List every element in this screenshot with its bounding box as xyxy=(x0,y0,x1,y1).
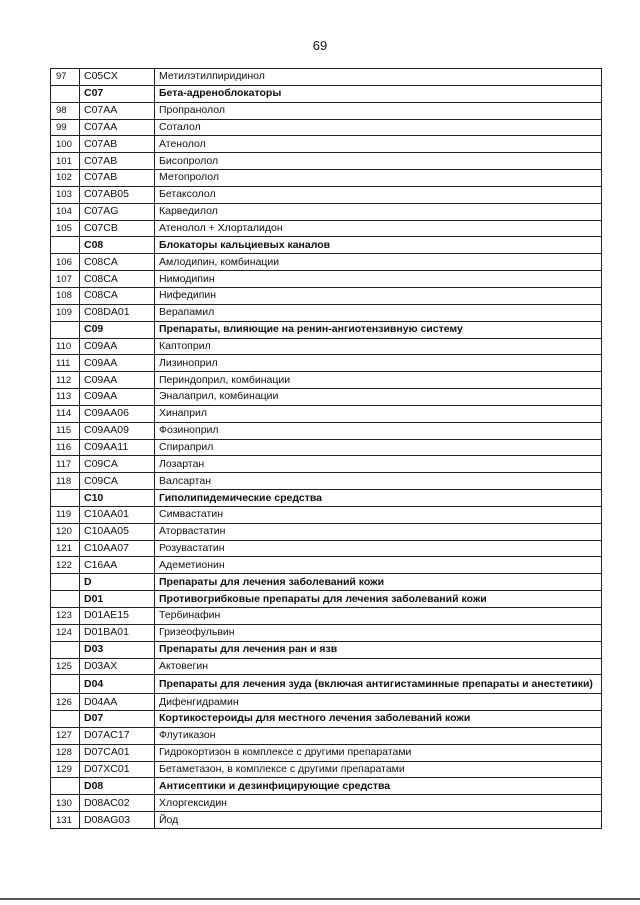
atc-code-cell: D03AX xyxy=(80,658,155,675)
table-row xyxy=(51,389,602,406)
drug-name-cell: Аторвастатин xyxy=(155,523,602,540)
drug-name-cell: Бетаксолол xyxy=(155,186,602,203)
row-number-cell: 122 xyxy=(51,557,80,574)
row-number-cell xyxy=(51,591,80,608)
row-number-cell: 114 xyxy=(51,405,80,422)
drug-name-cell: Метилэтилпиридинол xyxy=(155,69,602,86)
atc-code-cell: D xyxy=(80,574,155,591)
row-number-cell: 110 xyxy=(51,338,80,355)
table-row xyxy=(51,694,602,711)
group-header-row xyxy=(51,591,602,608)
row-number-cell xyxy=(51,574,80,591)
atc-code-cell: C07AB05 xyxy=(80,186,155,203)
table-row xyxy=(51,186,602,203)
atc-code-cell: C07 xyxy=(80,85,155,102)
atc-code-cell: C09AA xyxy=(80,389,155,406)
row-number-cell: 99 xyxy=(51,119,80,136)
table-row xyxy=(51,136,602,153)
table-row xyxy=(51,557,602,574)
group-header-row xyxy=(51,778,602,795)
row-number-cell xyxy=(51,321,80,338)
row-number-cell: 117 xyxy=(51,456,80,473)
table-row xyxy=(51,523,602,540)
atc-code-cell: C09 xyxy=(80,321,155,338)
row-number-cell: 105 xyxy=(51,220,80,237)
drug-name-cell: Флутиказон xyxy=(155,727,602,744)
atc-code-cell: D07AC17 xyxy=(80,727,155,744)
atc-code-cell: C09AA11 xyxy=(80,439,155,456)
atc-code-cell: C09CA xyxy=(80,456,155,473)
row-number-cell: 111 xyxy=(51,355,80,372)
atc-code-cell: C08CA xyxy=(80,254,155,271)
row-number-cell: 125 xyxy=(51,658,80,675)
drug-name-cell: Гризеофульвин xyxy=(155,624,602,641)
drug-name-cell: Эналаприл, комбинации xyxy=(155,389,602,406)
table-row xyxy=(51,456,602,473)
row-number-cell: 123 xyxy=(51,608,80,625)
drug-name-cell: Фозиноприл xyxy=(155,422,602,439)
atc-code-cell: D07CA01 xyxy=(80,744,155,761)
drug-table-body xyxy=(51,69,602,829)
row-number-cell: 108 xyxy=(51,287,80,304)
table-row xyxy=(51,203,602,220)
drug-name-cell: Гиполипидемические средства xyxy=(155,490,602,507)
bottom-border-line xyxy=(0,898,640,900)
table-row xyxy=(51,102,602,119)
drug-name-cell: Симвастатин xyxy=(155,506,602,523)
table-row xyxy=(51,608,602,625)
group-header-row xyxy=(51,237,602,254)
drug-name-cell: Бисопролол xyxy=(155,153,602,170)
drug-name-cell: Каптоприл xyxy=(155,338,602,355)
drug-name-cell: Препараты для лечения зуда (включая антигистаминные препараты и анестетики) xyxy=(155,675,602,694)
atc-code-cell: C10AA07 xyxy=(80,540,155,557)
drug-name-cell: Тербинафин xyxy=(155,608,602,625)
atc-code-cell: C07AA xyxy=(80,102,155,119)
drug-name-cell: Амлодипин, комбинации xyxy=(155,254,602,271)
atc-code-cell: C09AA xyxy=(80,372,155,389)
atc-code-cell: C05CX xyxy=(80,69,155,86)
row-number-cell: 100 xyxy=(51,136,80,153)
atc-code-cell: D07XC01 xyxy=(80,761,155,778)
table-row xyxy=(51,405,602,422)
drug-name-cell: Пропранолол xyxy=(155,102,602,119)
atc-code-cell: C09CA xyxy=(80,473,155,490)
drug-name-cell: Кортикостероиды для местного лечения заболеваний кожи xyxy=(155,711,602,728)
table-row xyxy=(51,658,602,675)
row-number-cell: 106 xyxy=(51,254,80,271)
drug-name-cell: Верапамил xyxy=(155,304,602,321)
drug-name-cell: Бета-адреноблокаторы xyxy=(155,85,602,102)
table-row xyxy=(51,372,602,389)
table-row xyxy=(51,304,602,321)
row-number-cell: 116 xyxy=(51,439,80,456)
row-number-cell: 127 xyxy=(51,727,80,744)
atc-code-cell: C07AB xyxy=(80,136,155,153)
atc-code-cell: C08DA01 xyxy=(80,304,155,321)
table-row xyxy=(51,624,602,641)
atc-code-cell: C07AB xyxy=(80,153,155,170)
drug-name-cell: Розувастатин xyxy=(155,540,602,557)
drug-name-cell: Спираприл xyxy=(155,439,602,456)
table-row xyxy=(51,761,602,778)
group-header-row xyxy=(51,711,602,728)
atc-code-cell: C09AA06 xyxy=(80,405,155,422)
row-number-cell: 104 xyxy=(51,203,80,220)
drug-name-cell: Валсартан xyxy=(155,473,602,490)
row-number-cell: 128 xyxy=(51,744,80,761)
table-row xyxy=(51,744,602,761)
drug-name-cell: Нифедипин xyxy=(155,287,602,304)
row-number-cell: 98 xyxy=(51,102,80,119)
group-header-row xyxy=(51,675,602,694)
table-row xyxy=(51,119,602,136)
page-number: 69 xyxy=(312,38,328,53)
table-row xyxy=(51,338,602,355)
drug-name-cell: Актовегин xyxy=(155,658,602,675)
atc-code-cell: C08CA xyxy=(80,287,155,304)
atc-code-cell: D07 xyxy=(80,711,155,728)
table-row xyxy=(51,795,602,812)
row-number-cell: 97 xyxy=(51,69,80,86)
table-row xyxy=(51,422,602,439)
drug-table xyxy=(50,68,602,829)
atc-code-cell: D08AG03 xyxy=(80,812,155,829)
row-number-cell xyxy=(51,641,80,658)
drug-name-cell: Бетаметазон, в комплексе с другими препаратами xyxy=(155,761,602,778)
table-row xyxy=(51,220,602,237)
table-row xyxy=(51,540,602,557)
row-number-cell: 101 xyxy=(51,153,80,170)
row-number-cell xyxy=(51,778,80,795)
row-number-cell: 113 xyxy=(51,389,80,406)
row-number-cell: 124 xyxy=(51,624,80,641)
table-row xyxy=(51,727,602,744)
row-number-cell: 126 xyxy=(51,694,80,711)
group-header-row xyxy=(51,641,602,658)
row-number-cell: 120 xyxy=(51,523,80,540)
atc-code-cell: C10AA05 xyxy=(80,523,155,540)
table-row xyxy=(51,271,602,288)
row-number-cell: 115 xyxy=(51,422,80,439)
atc-code-cell: D08AC02 xyxy=(80,795,155,812)
drug-name-cell: Атенолол + Хлорталидон xyxy=(155,220,602,237)
row-number-cell: 131 xyxy=(51,812,80,829)
table-row xyxy=(51,812,602,829)
row-number-cell xyxy=(51,490,80,507)
drug-name-cell: Периндоприл, комбинации xyxy=(155,372,602,389)
drug-name-cell: Хлоргексидин xyxy=(155,795,602,812)
table-row xyxy=(51,254,602,271)
drug-name-cell: Лозартан xyxy=(155,456,602,473)
drug-name-cell: Атенолол xyxy=(155,136,602,153)
atc-code-cell: C08CA xyxy=(80,271,155,288)
table-row xyxy=(51,69,602,86)
drug-name-cell: Гидрокортизон в комплексе с другими препаратами xyxy=(155,744,602,761)
drug-name-cell: Йод xyxy=(155,812,602,829)
atc-code-cell: C07AA xyxy=(80,119,155,136)
atc-code-cell: C08 xyxy=(80,237,155,254)
atc-code-cell: C10AA01 xyxy=(80,506,155,523)
group-header-row xyxy=(51,574,602,591)
drug-name-cell: Препараты для лечения заболеваний кожи xyxy=(155,574,602,591)
row-number-cell: 130 xyxy=(51,795,80,812)
atc-code-cell: D04AA xyxy=(80,694,155,711)
atc-code-cell: D03 xyxy=(80,641,155,658)
row-number-cell xyxy=(51,711,80,728)
drug-name-cell: Нимодипин xyxy=(155,271,602,288)
row-number-cell xyxy=(51,237,80,254)
row-number-cell xyxy=(51,85,80,102)
drug-name-cell: Препараты, влияющие на ренин-ангиотензивную систему xyxy=(155,321,602,338)
row-number-cell: 103 xyxy=(51,186,80,203)
row-number-cell xyxy=(51,675,80,694)
drug-name-cell: Метопролол xyxy=(155,170,602,187)
atc-code-cell: C07CB xyxy=(80,220,155,237)
drug-name-cell: Соталол xyxy=(155,119,602,136)
table-row xyxy=(51,439,602,456)
drug-name-cell: Хинаприл xyxy=(155,405,602,422)
row-number-cell: 102 xyxy=(51,170,80,187)
drug-name-cell: Препараты для лечения ран и язв xyxy=(155,641,602,658)
atc-code-cell: C09AA xyxy=(80,355,155,372)
drug-name-cell: Карведилол xyxy=(155,203,602,220)
atc-code-cell: D04 xyxy=(80,675,155,694)
atc-code-cell: D08 xyxy=(80,778,155,795)
row-number-cell: 119 xyxy=(51,506,80,523)
table-row xyxy=(51,287,602,304)
row-number-cell: 118 xyxy=(51,473,80,490)
row-number-cell: 107 xyxy=(51,271,80,288)
drug-name-cell: Антисептики и дезинфицирующие средства xyxy=(155,778,602,795)
table-row xyxy=(51,170,602,187)
atc-code-cell: D01 xyxy=(80,591,155,608)
table-row xyxy=(51,355,602,372)
atc-code-cell: C07AG xyxy=(80,203,155,220)
atc-code-cell: C09AA xyxy=(80,338,155,355)
atc-code-cell: C10 xyxy=(80,490,155,507)
drug-name-cell: Дифенгидрамин xyxy=(155,694,602,711)
table-row xyxy=(51,153,602,170)
group-header-row xyxy=(51,321,602,338)
row-number-cell: 109 xyxy=(51,304,80,321)
atc-code-cell: D01BA01 xyxy=(80,624,155,641)
table-row xyxy=(51,506,602,523)
row-number-cell: 112 xyxy=(51,372,80,389)
drug-name-cell: Лизиноприл xyxy=(155,355,602,372)
drug-name-cell: Противогрибковые препараты для лечения заболеваний кожи xyxy=(155,591,602,608)
row-number-cell: 121 xyxy=(51,540,80,557)
row-number-cell: 129 xyxy=(51,761,80,778)
group-header-row xyxy=(51,490,602,507)
atc-code-cell: C16AA xyxy=(80,557,155,574)
atc-code-cell: C07AB xyxy=(80,170,155,187)
drug-name-cell: Адеметионин xyxy=(155,557,602,574)
drug-name-cell: Блокаторы кальциевых каналов xyxy=(155,237,602,254)
atc-code-cell: D01AE15 xyxy=(80,608,155,625)
atc-code-cell: C09AA09 xyxy=(80,422,155,439)
group-header-row xyxy=(51,85,602,102)
table-row xyxy=(51,473,602,490)
